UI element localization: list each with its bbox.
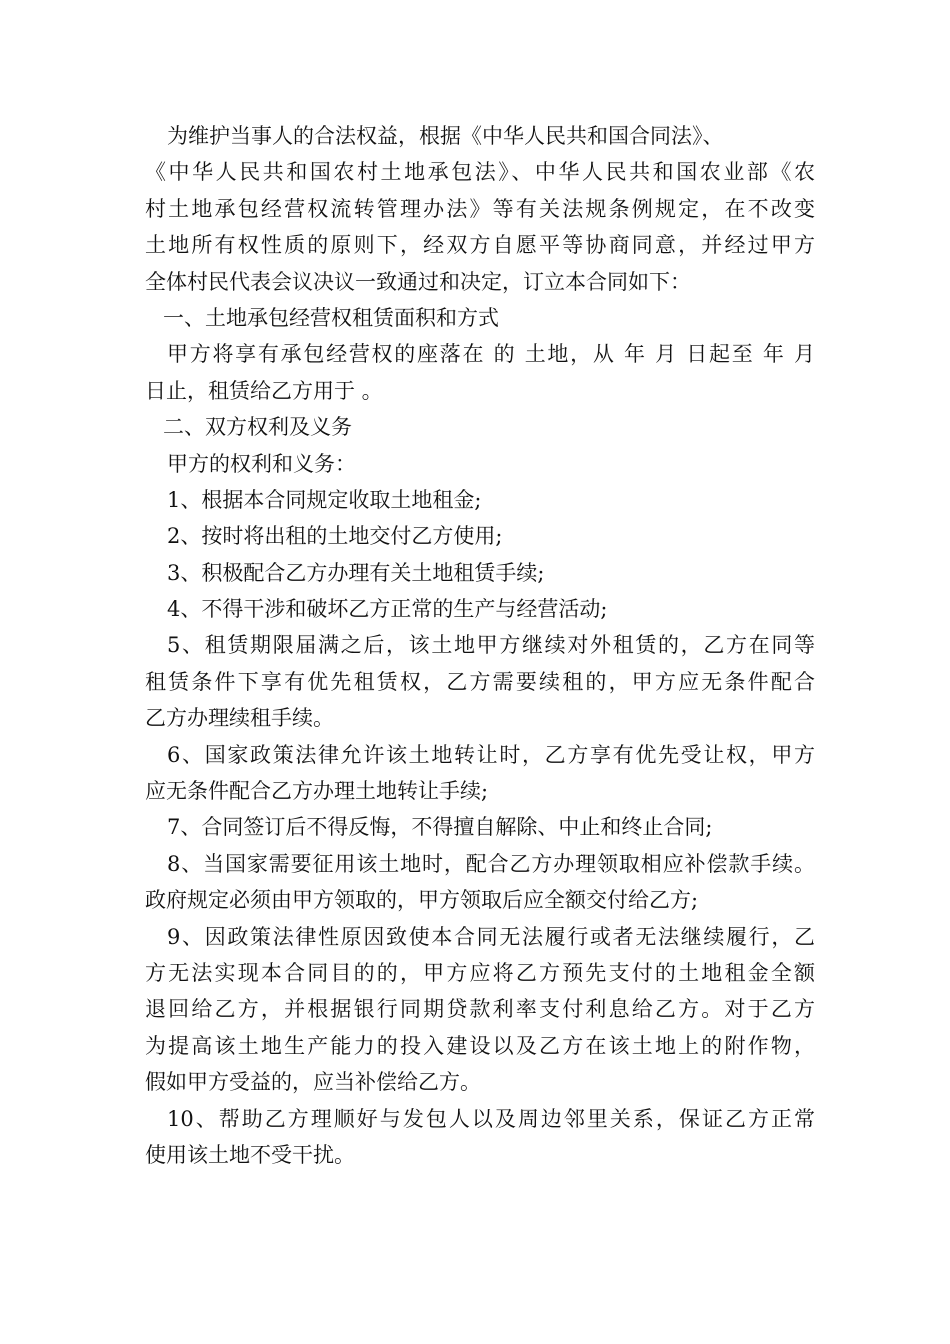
list-item: 8、当国家需要征用该土地时，配合乙方办理领取相应补偿款手续。 [167,851,815,876]
list-item-continuation: 乙方办理续租手续。 [145,706,334,731]
list-item: 1、根据本合同规定收取土地租金; [167,487,482,512]
section-heading: 一、土地承包经营权租赁面积和方式 [163,305,499,330]
list-item: 4、不得干涉和破坏乙方正常的生产与经营活动; [167,597,608,622]
subsection-heading: 甲方的权利和义务： [167,451,356,476]
paragraph-line: 全体村民代表会议决议一致通过和决定，订立本合同如下： [145,269,691,294]
list-item-continuation: 租赁条件下享有优先租赁权，乙方需要续租的，甲方应无条件配合 [145,669,815,694]
list-item: 9、因政策法律性原因致使本合同无法履行或者无法继续履行，乙 [167,924,815,949]
list-item-continuation: 为提高该土地生产能力的投入建设以及乙方在该土地上的附作物， [145,1033,815,1058]
list-item: 6、国家政策法律允许该土地转让时，乙方享有优先受让权，甲方 [167,742,815,767]
list-item: 7、合同签订后不得反悔，不得擅自解除、中止和终止合同; [167,815,713,840]
list-item-continuation: 应无条件配合乙方办理土地转让手续; [145,779,489,804]
paragraph-line: 村土地承包经营权流转管理办法》等有关法规条例规定，在不改变 [145,196,815,221]
list-item: 5、租赁期限届满之后，该土地甲方继续对外租赁的，乙方在同等 [167,633,815,658]
document-body [145,118,815,1173]
section-heading: 二、双方权利及义务 [163,415,352,440]
paragraph-line: 为维护当事人的合法权益，根据《中华人民共和国合同法》、 [167,124,724,148]
list-item-continuation: 退回给乙方，并根据银行同期贷款利率支付利息给乙方。对于乙方 [145,997,815,1022]
list-item-continuation: 假如甲方受益的，应当补偿给乙方。 [145,1070,481,1095]
list-item-continuation: 方无法实现本合同目的的，甲方应将乙方预先支付的土地租金全额 [145,960,815,985]
paragraph-line: 甲方将享有承包经营权的座落在 的 土地，从 年 月 日起至 年 月 [167,342,815,367]
list-item: 10、帮助乙方理顺好与发包人以及周边邻里关系，保证乙方正常 [167,1106,815,1131]
list-item: 2、按时将出租的土地交付乙方使用; [167,524,503,549]
paragraph-line: 土地所有权性质的原则下，经双方自愿平等协商同意，并经过甲方 [145,233,815,258]
list-item-continuation: 政府规定必须由甲方领取的，甲方领取后应全额交付给乙方; [145,888,699,913]
paragraph-line: 日止，租赁给乙方用于 。 [145,378,383,403]
list-item: 3、积极配合乙方办理有关土地租赁手续; [167,560,545,585]
list-item-continuation: 使用该土地不受干扰。 [145,1142,355,1167]
paragraph-line: 《中华人民共和国农村土地承包法》、中华人民共和国农业部《农 [145,160,815,185]
